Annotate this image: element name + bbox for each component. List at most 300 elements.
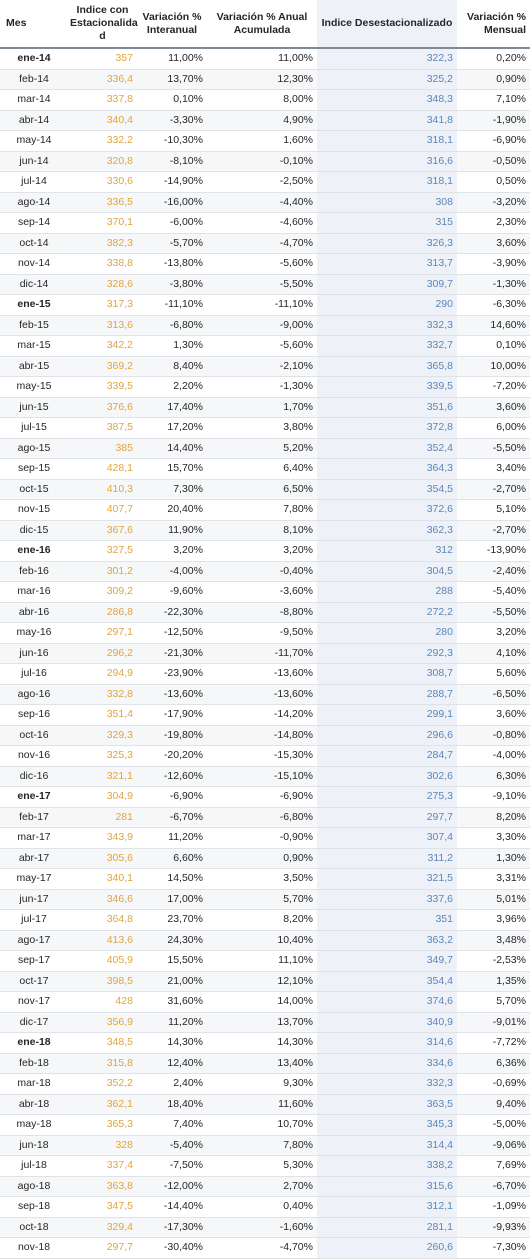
- cell-var-interanual: 17,00%: [137, 889, 207, 910]
- cell-mes: nov-15: [0, 500, 68, 521]
- cell-var-anual-acum: -4,70%: [207, 1238, 317, 1259]
- cell-mes: jun-17: [0, 889, 68, 910]
- cell-var-anual-acum: 6,50%: [207, 479, 317, 500]
- cell-var-anual-acum: -1,30%: [207, 377, 317, 398]
- cell-mes: feb-17: [0, 807, 68, 828]
- cell-var-mensual: 0,10%: [457, 336, 530, 357]
- cell-var-interanual: -14,40%: [137, 1197, 207, 1218]
- cell-var-interanual: -22,30%: [137, 602, 207, 623]
- cell-indice-des: 296,6: [317, 725, 457, 746]
- table-row: [0, 520, 530, 541]
- table-row: [0, 766, 530, 787]
- table-row: [0, 889, 530, 910]
- cell-mes: feb-15: [0, 315, 68, 336]
- cell-var-interanual: 11,20%: [137, 828, 207, 849]
- cell-indice-con: 330,6: [68, 172, 137, 193]
- cell-indice-con: 413,6: [68, 930, 137, 951]
- cell-var-interanual: 13,70%: [137, 69, 207, 90]
- cell-indice-con: 336,5: [68, 192, 137, 213]
- header-indice-des[interactable]: Indice Desestacionalizado: [317, 0, 457, 48]
- header-var-interanual[interactable]: Variación % Interanual: [137, 0, 207, 48]
- cell-var-anual-acum: -11,10%: [207, 295, 317, 316]
- table-row: [0, 910, 530, 931]
- cell-var-mensual: 3,60%: [457, 233, 530, 254]
- table-row: [0, 725, 530, 746]
- cell-var-mensual: 6,36%: [457, 1053, 530, 1074]
- cell-var-mensual: -9,93%: [457, 1217, 530, 1238]
- cell-var-interanual: -16,00%: [137, 192, 207, 213]
- cell-var-interanual: 6,60%: [137, 848, 207, 869]
- cell-var-anual-acum: 0,90%: [207, 848, 317, 869]
- cell-indice-con: 428,1: [68, 459, 137, 480]
- cell-var-mensual: -0,50%: [457, 151, 530, 172]
- cell-mes: nov-18: [0, 1238, 68, 1259]
- cell-var-interanual: -9,60%: [137, 582, 207, 603]
- table-row: [0, 1012, 530, 1033]
- cell-indice-con: 347,5: [68, 1197, 137, 1218]
- table-row: [0, 254, 530, 275]
- cell-var-mensual: -3,20%: [457, 192, 530, 213]
- cell-var-interanual: -5,40%: [137, 1135, 207, 1156]
- cell-var-mensual: -9,06%: [457, 1135, 530, 1156]
- cell-indice-des: 348,3: [317, 90, 457, 111]
- header-indice-con[interactable]: Indice con Estacionalida d: [68, 0, 137, 48]
- cell-indice-con: 352,2: [68, 1074, 137, 1095]
- cell-indice-con: 357: [68, 48, 137, 69]
- cell-indice-des: 362,3: [317, 520, 457, 541]
- table-row: [0, 397, 530, 418]
- cell-indice-des: 325,2: [317, 69, 457, 90]
- cell-var-anual-acum: 11,60%: [207, 1094, 317, 1115]
- cell-var-anual-acum: -14,20%: [207, 705, 317, 726]
- cell-mes: dic-17: [0, 1012, 68, 1033]
- cell-var-interanual: -11,10%: [137, 295, 207, 316]
- cell-indice-des: 316,6: [317, 151, 457, 172]
- cell-var-interanual: 11,90%: [137, 520, 207, 541]
- table-row: [0, 192, 530, 213]
- table-row: [0, 807, 530, 828]
- cell-var-mensual: -7,20%: [457, 377, 530, 398]
- cell-var-interanual: -6,00%: [137, 213, 207, 234]
- cell-var-interanual: 2,40%: [137, 1074, 207, 1095]
- cell-indice-con: 340,4: [68, 110, 137, 131]
- table-row: [0, 90, 530, 111]
- cell-var-anual-acum: -4,70%: [207, 233, 317, 254]
- cell-mes: ene-16: [0, 541, 68, 562]
- cell-var-interanual: 8,40%: [137, 356, 207, 377]
- cell-var-anual-acum: 5,20%: [207, 438, 317, 459]
- table-row: [0, 1074, 530, 1095]
- table-row: [0, 705, 530, 726]
- cell-var-interanual: -6,80%: [137, 315, 207, 336]
- cell-mes: abr-15: [0, 356, 68, 377]
- cell-indice-des: 374,6: [317, 992, 457, 1013]
- cell-indice-des: 354,5: [317, 479, 457, 500]
- cell-var-mensual: 10,00%: [457, 356, 530, 377]
- cell-var-anual-acum: 1,70%: [207, 397, 317, 418]
- cell-mes: jul-17: [0, 910, 68, 931]
- cell-var-interanual: 1,30%: [137, 336, 207, 357]
- cell-indice-des: 290: [317, 295, 457, 316]
- cell-mes: nov-14: [0, 254, 68, 275]
- cell-var-mensual: 3,31%: [457, 869, 530, 890]
- cell-indice-des: 315: [317, 213, 457, 234]
- cell-var-interanual: 11,20%: [137, 1012, 207, 1033]
- cell-var-interanual: 14,50%: [137, 869, 207, 890]
- table-row: [0, 110, 530, 131]
- cell-var-mensual: 6,00%: [457, 418, 530, 439]
- cell-var-interanual: 11,00%: [137, 48, 207, 69]
- cell-indice-con: 337,4: [68, 1156, 137, 1177]
- cell-var-anual-acum: -15,30%: [207, 746, 317, 767]
- cell-var-anual-acum: 5,70%: [207, 889, 317, 910]
- cell-indice-des: 292,3: [317, 643, 457, 664]
- cell-var-anual-acum: 5,30%: [207, 1156, 317, 1177]
- cell-var-mensual: 4,10%: [457, 643, 530, 664]
- cell-var-mensual: -2,40%: [457, 561, 530, 582]
- cell-mes: oct-16: [0, 725, 68, 746]
- table-row: [0, 48, 530, 69]
- table-row: [0, 684, 530, 705]
- cell-var-anual-acum: 3,80%: [207, 418, 317, 439]
- cell-var-interanual: 31,60%: [137, 992, 207, 1013]
- cell-indice-des: 315,6: [317, 1176, 457, 1197]
- cell-var-mensual: -1,09%: [457, 1197, 530, 1218]
- cell-indice-des: 372,6: [317, 500, 457, 521]
- cell-var-anual-acum: 11,00%: [207, 48, 317, 69]
- cell-indice-con: 315,8: [68, 1053, 137, 1074]
- cell-mes: sep-16: [0, 705, 68, 726]
- table-row: [0, 869, 530, 890]
- cell-indice-des: 372,8: [317, 418, 457, 439]
- cell-var-anual-acum: -13,60%: [207, 684, 317, 705]
- cell-mes: ago-15: [0, 438, 68, 459]
- cell-mes: oct-15: [0, 479, 68, 500]
- cell-var-mensual: 3,60%: [457, 705, 530, 726]
- cell-var-anual-acum: 3,20%: [207, 541, 317, 562]
- cell-indice-con: 336,4: [68, 69, 137, 90]
- cell-var-mensual: -3,90%: [457, 254, 530, 275]
- table-row: [0, 582, 530, 603]
- cell-var-interanual: -4,00%: [137, 561, 207, 582]
- cell-var-mensual: -6,70%: [457, 1176, 530, 1197]
- cell-indice-des: 304,5: [317, 561, 457, 582]
- cell-indice-con: 370,1: [68, 213, 137, 234]
- cell-var-anual-acum: 11,10%: [207, 951, 317, 972]
- header-var-anual-acum[interactable]: Variación % Anual Acumulada: [207, 0, 317, 48]
- cell-var-interanual: 0,10%: [137, 90, 207, 111]
- cell-var-mensual: -9,10%: [457, 787, 530, 808]
- cell-var-mensual: 0,20%: [457, 48, 530, 69]
- cell-var-mensual: -0,80%: [457, 725, 530, 746]
- cell-var-mensual: -6,90%: [457, 131, 530, 152]
- table-row: [0, 1115, 530, 1136]
- table-row: [0, 1135, 530, 1156]
- cell-indice-des: 299,1: [317, 705, 457, 726]
- cell-mes: sep-17: [0, 951, 68, 972]
- cell-indice-con: 328: [68, 1135, 137, 1156]
- cell-var-interanual: 15,70%: [137, 459, 207, 480]
- cell-indice-con: 297,7: [68, 1238, 137, 1259]
- cell-var-mensual: 8,20%: [457, 807, 530, 828]
- cell-mes: jun-15: [0, 397, 68, 418]
- cell-var-mensual: -5,50%: [457, 438, 530, 459]
- cell-mes: feb-18: [0, 1053, 68, 1074]
- cell-indice-con: 281: [68, 807, 137, 828]
- cell-var-anual-acum: -3,60%: [207, 582, 317, 603]
- cell-var-interanual: -17,90%: [137, 705, 207, 726]
- cell-var-interanual: 14,30%: [137, 1033, 207, 1054]
- cell-var-anual-acum: 12,10%: [207, 971, 317, 992]
- cell-indice-des: 352,4: [317, 438, 457, 459]
- cell-indice-des: 354,4: [317, 971, 457, 992]
- cell-mes: ene-18: [0, 1033, 68, 1054]
- cell-mes: abr-16: [0, 602, 68, 623]
- cell-indice-con: 369,2: [68, 356, 137, 377]
- cell-indice-con: 346,6: [68, 889, 137, 910]
- cell-var-anual-acum: -5,60%: [207, 336, 317, 357]
- cell-var-anual-acum: -4,60%: [207, 213, 317, 234]
- cell-indice-con: 332,8: [68, 684, 137, 705]
- cell-indice-des: 297,7: [317, 807, 457, 828]
- cell-indice-des: 363,2: [317, 930, 457, 951]
- cell-indice-con: 294,9: [68, 664, 137, 685]
- table-row: [0, 664, 530, 685]
- table-row: [0, 1238, 530, 1259]
- cell-indice-des: 275,3: [317, 787, 457, 808]
- cell-mes: feb-16: [0, 561, 68, 582]
- cell-indice-con: 356,9: [68, 1012, 137, 1033]
- table-header: [0, 0, 530, 48]
- cell-var-anual-acum: -0,10%: [207, 151, 317, 172]
- cell-var-mensual: -13,90%: [457, 541, 530, 562]
- cell-var-mensual: -6,50%: [457, 684, 530, 705]
- cell-indice-con: 343,9: [68, 828, 137, 849]
- table-row: [0, 643, 530, 664]
- cell-indice-des: 313,7: [317, 254, 457, 275]
- cell-indice-des: 341,8: [317, 110, 457, 131]
- table-row: [0, 1156, 530, 1177]
- table-row: [0, 746, 530, 767]
- table-row: [0, 459, 530, 480]
- cell-var-anual-acum: -1,60%: [207, 1217, 317, 1238]
- cell-var-mensual: 3,96%: [457, 910, 530, 931]
- cell-mes: dic-16: [0, 766, 68, 787]
- cell-indice-con: 407,7: [68, 500, 137, 521]
- table-row: [0, 1053, 530, 1074]
- cell-var-mensual: 1,35%: [457, 971, 530, 992]
- table-row: [0, 602, 530, 623]
- cell-indice-des: 314,6: [317, 1033, 457, 1054]
- cell-var-interanual: -19,80%: [137, 725, 207, 746]
- cell-mes: ene-17: [0, 787, 68, 808]
- cell-var-mensual: 7,69%: [457, 1156, 530, 1177]
- cell-indice-des: 318,1: [317, 172, 457, 193]
- cell-indice-con: 365,3: [68, 1115, 137, 1136]
- cell-var-mensual: 9,40%: [457, 1094, 530, 1115]
- cell-indice-con: 351,4: [68, 705, 137, 726]
- table-row: [0, 479, 530, 500]
- cell-indice-con: 398,5: [68, 971, 137, 992]
- cell-indice-des: 288: [317, 582, 457, 603]
- table-row: [0, 418, 530, 439]
- cell-indice-con: 362,1: [68, 1094, 137, 1115]
- cell-var-mensual: 3,30%: [457, 828, 530, 849]
- cell-indice-con: 313,6: [68, 315, 137, 336]
- cell-var-interanual: 24,30%: [137, 930, 207, 951]
- cell-var-interanual: -13,80%: [137, 254, 207, 275]
- cell-mes: ago-16: [0, 684, 68, 705]
- cell-var-interanual: 2,20%: [137, 377, 207, 398]
- cell-var-mensual: -6,30%: [457, 295, 530, 316]
- cell-var-anual-acum: -15,10%: [207, 766, 317, 787]
- cell-mes: abr-18: [0, 1094, 68, 1115]
- table-row: [0, 131, 530, 152]
- cell-indice-con: 376,6: [68, 397, 137, 418]
- table-row: [0, 1094, 530, 1115]
- cell-indice-des: 260,6: [317, 1238, 457, 1259]
- table-row: [0, 151, 530, 172]
- cell-indice-des: 365,8: [317, 356, 457, 377]
- table-row: [0, 438, 530, 459]
- cell-var-interanual: 12,40%: [137, 1053, 207, 1074]
- cell-var-anual-acum: -11,70%: [207, 643, 317, 664]
- table-row: [0, 336, 530, 357]
- table-row: [0, 951, 530, 972]
- cell-var-mensual: -7,72%: [457, 1033, 530, 1054]
- table-row: [0, 172, 530, 193]
- cell-var-interanual: -10,30%: [137, 131, 207, 152]
- cell-var-interanual: -6,90%: [137, 787, 207, 808]
- cell-var-mensual: -0,69%: [457, 1074, 530, 1095]
- cell-var-interanual: 17,40%: [137, 397, 207, 418]
- cell-mes: oct-18: [0, 1217, 68, 1238]
- cell-var-interanual: -8,10%: [137, 151, 207, 172]
- cell-var-anual-acum: 13,40%: [207, 1053, 317, 1074]
- cell-var-mensual: -2,70%: [457, 520, 530, 541]
- cell-var-mensual: 5,70%: [457, 992, 530, 1013]
- cell-var-interanual: -7,50%: [137, 1156, 207, 1177]
- cell-indice-des: 332,3: [317, 1074, 457, 1095]
- cell-indice-des: 326,3: [317, 233, 457, 254]
- cell-var-interanual: -23,90%: [137, 664, 207, 685]
- cell-var-anual-acum: -8,80%: [207, 602, 317, 623]
- cell-var-interanual: -3,30%: [137, 110, 207, 131]
- cell-indice-con: 305,6: [68, 848, 137, 869]
- table-row: [0, 233, 530, 254]
- table-row: [0, 623, 530, 644]
- cell-var-mensual: -2,53%: [457, 951, 530, 972]
- cell-indice-des: 332,3: [317, 315, 457, 336]
- cell-indice-des: 288,7: [317, 684, 457, 705]
- cell-var-mensual: 0,90%: [457, 69, 530, 90]
- cell-var-anual-acum: 9,30%: [207, 1074, 317, 1095]
- table-row: [0, 787, 530, 808]
- cell-var-mensual: 2,30%: [457, 213, 530, 234]
- cell-mes: mar-18: [0, 1074, 68, 1095]
- cell-var-mensual: -1,30%: [457, 274, 530, 295]
- cell-mes: abr-17: [0, 848, 68, 869]
- cell-mes: jul-16: [0, 664, 68, 685]
- table-row: [0, 971, 530, 992]
- cell-indice-des: 312,1: [317, 1197, 457, 1218]
- cell-indice-des: 280: [317, 623, 457, 644]
- cell-mes: mar-14: [0, 90, 68, 111]
- table-row: [0, 295, 530, 316]
- cell-mes: dic-15: [0, 520, 68, 541]
- header-var-mensual[interactable]: Variación % Mensual: [457, 0, 530, 48]
- cell-indice-des: 314,4: [317, 1135, 457, 1156]
- header-mes[interactable]: Mes: [0, 0, 68, 48]
- cell-var-anual-acum: -14,80%: [207, 725, 317, 746]
- cell-var-anual-acum: -4,40%: [207, 192, 317, 213]
- cell-indice-des: 340,9: [317, 1012, 457, 1033]
- cell-indice-des: 345,3: [317, 1115, 457, 1136]
- cell-indice-des: 364,3: [317, 459, 457, 480]
- cell-indice-con: 364,8: [68, 910, 137, 931]
- cell-var-anual-acum: 6,40%: [207, 459, 317, 480]
- cell-var-anual-acum: 0,40%: [207, 1197, 317, 1218]
- table-row: [0, 541, 530, 562]
- cell-var-anual-acum: 14,00%: [207, 992, 317, 1013]
- cell-var-anual-acum: -13,60%: [207, 664, 317, 685]
- cell-var-interanual: -12,60%: [137, 766, 207, 787]
- cell-indice-des: 309,7: [317, 274, 457, 295]
- cell-mes: mar-16: [0, 582, 68, 603]
- cell-var-anual-acum: 3,50%: [207, 869, 317, 890]
- cell-indice-des: 311,2: [317, 848, 457, 869]
- cell-indice-des: 308: [317, 192, 457, 213]
- cell-mes: jul-15: [0, 418, 68, 439]
- cell-indice-des: 332,7: [317, 336, 457, 357]
- cell-indice-con: 304,9: [68, 787, 137, 808]
- cell-var-interanual: -14,90%: [137, 172, 207, 193]
- cell-indice-con: 340,1: [68, 869, 137, 890]
- cell-var-interanual: 3,20%: [137, 541, 207, 562]
- cell-var-mensual: 6,30%: [457, 766, 530, 787]
- cell-var-anual-acum: 8,20%: [207, 910, 317, 931]
- cell-indice-con: 410,3: [68, 479, 137, 500]
- cell-indice-des: 339,5: [317, 377, 457, 398]
- cell-var-mensual: -7,30%: [457, 1238, 530, 1259]
- cell-var-anual-acum: -6,90%: [207, 787, 317, 808]
- cell-indice-con: 342,2: [68, 336, 137, 357]
- cell-indice-des: 307,4: [317, 828, 457, 849]
- cell-var-anual-acum: 4,90%: [207, 110, 317, 131]
- cell-indice-des: 302,6: [317, 766, 457, 787]
- cell-var-anual-acum: 7,80%: [207, 1135, 317, 1156]
- cell-var-mensual: 3,48%: [457, 930, 530, 951]
- cell-mes: sep-14: [0, 213, 68, 234]
- cell-var-mensual: 3,40%: [457, 459, 530, 480]
- cell-indice-des: 351: [317, 910, 457, 931]
- cell-var-mensual: 3,60%: [457, 397, 530, 418]
- cell-var-anual-acum: 14,30%: [207, 1033, 317, 1054]
- cell-indice-con: 286,8: [68, 602, 137, 623]
- table-row: [0, 500, 530, 521]
- cell-var-anual-acum: -9,50%: [207, 623, 317, 644]
- cell-indice-con: 339,5: [68, 377, 137, 398]
- cell-var-anual-acum: 10,70%: [207, 1115, 317, 1136]
- cell-indice-con: 296,2: [68, 643, 137, 664]
- cell-mes: jun-16: [0, 643, 68, 664]
- cell-var-interanual: -12,50%: [137, 623, 207, 644]
- cell-indice-con: 317,3: [68, 295, 137, 316]
- cell-indice-des: 363,5: [317, 1094, 457, 1115]
- table-row: [0, 828, 530, 849]
- cell-var-interanual: 7,30%: [137, 479, 207, 500]
- cell-var-interanual: -30,40%: [137, 1238, 207, 1259]
